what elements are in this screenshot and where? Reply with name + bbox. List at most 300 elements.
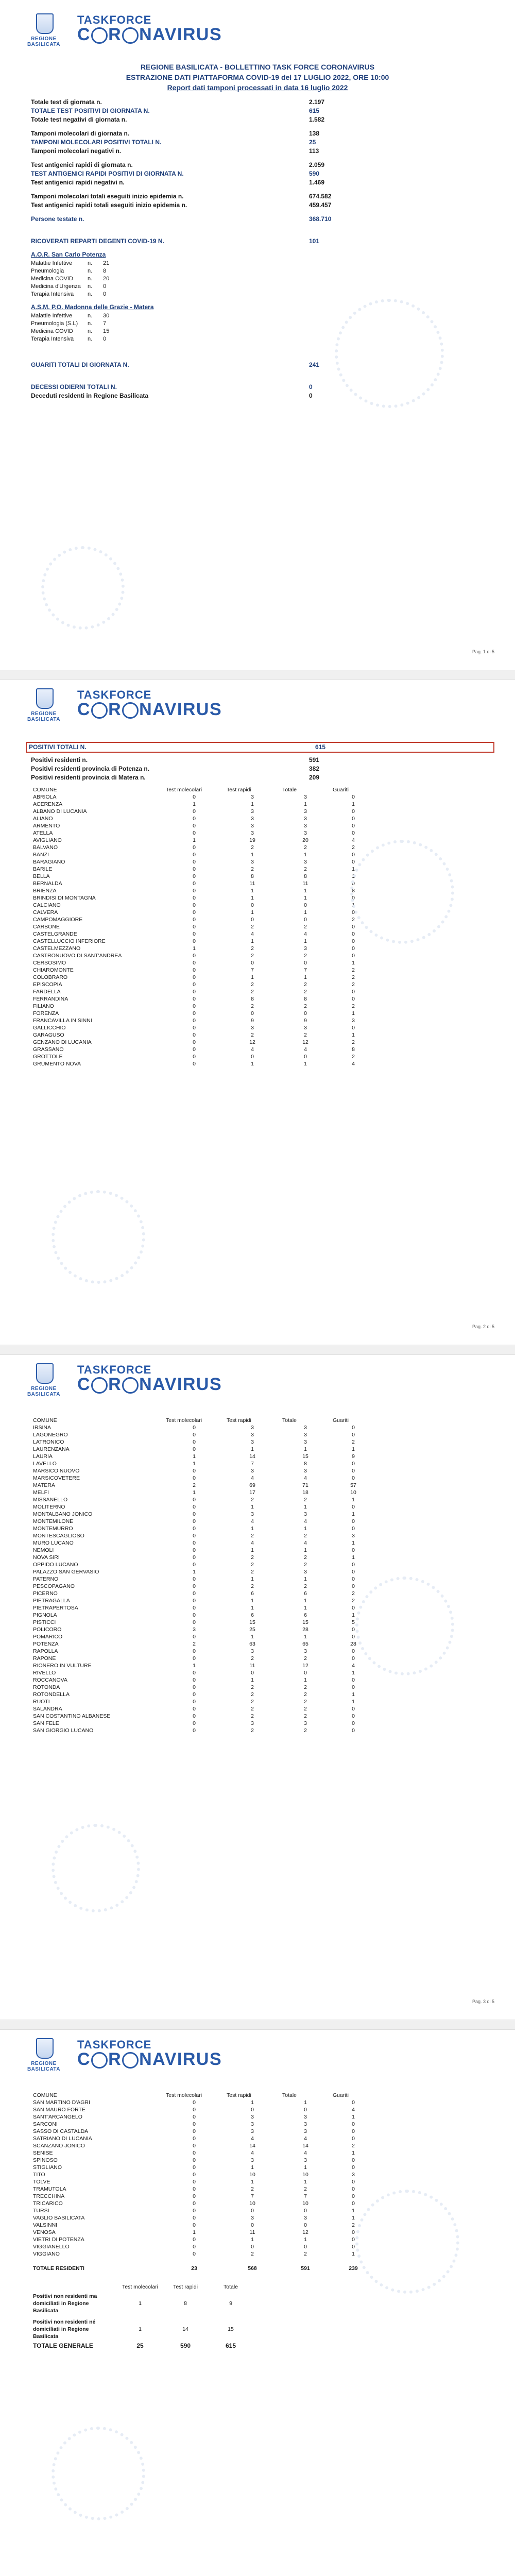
comuni-table xyxy=(31,2092,376,2272)
comune-value: 2 xyxy=(304,844,307,851)
table-row xyxy=(31,1060,376,1067)
comune-value: 14 xyxy=(302,2143,308,2149)
comune-value: 2 xyxy=(251,1032,254,1038)
comune-value: 14 xyxy=(249,1453,255,1460)
comune-name: VAGLIO BASILICATA xyxy=(33,2215,85,2221)
comune-value: 2 xyxy=(304,1727,307,1734)
table-row xyxy=(31,815,376,822)
table-row xyxy=(31,2113,376,2121)
comune-value: 0 xyxy=(193,1032,196,1038)
comune-value: 0 xyxy=(352,1713,355,1719)
table-row: Positivi non residenti né domiciliati in Regione Basilicata 1 14 15 xyxy=(33,2319,234,2340)
table-row xyxy=(31,1453,376,1460)
comune-value: 2 xyxy=(251,1699,254,1705)
comune-value: 0 xyxy=(352,996,355,1002)
comune-value: 0 xyxy=(193,823,196,829)
comune-value: 0 xyxy=(193,1025,196,1031)
comune-value: 0 xyxy=(193,2251,196,2257)
comune-value: 1 xyxy=(304,1605,307,1611)
comune-name: VIGGIANO xyxy=(33,2251,60,2257)
comune-value: 0 xyxy=(193,1590,196,1597)
comune-value: 2 xyxy=(304,2186,307,2192)
comune-value: 2 xyxy=(251,844,254,851)
comune-value: 1 xyxy=(251,909,254,916)
table-row xyxy=(31,1496,376,1503)
comune-name: FILIANO xyxy=(33,1003,54,1009)
comune-value: 3 xyxy=(304,1569,307,1575)
comune-value: 1 xyxy=(352,1612,355,1618)
comune-value: 3 xyxy=(304,859,307,865)
comune-name: MISSANELLO xyxy=(33,1497,68,1503)
comune-name: BARAGIANO xyxy=(33,859,65,865)
table-row xyxy=(31,887,376,894)
comune-value: 18 xyxy=(302,1489,308,1496)
comune-value: 2 xyxy=(251,1003,254,1009)
table-row xyxy=(31,1633,376,1640)
comune-value: 7 xyxy=(251,967,254,973)
comune-value: 0 xyxy=(193,924,196,930)
comune-name: SAN COSTANTINO ALBANESE xyxy=(33,1713,111,1719)
comune-value: 0 xyxy=(193,974,196,980)
comune-name: ARMENTO xyxy=(33,823,60,829)
comune-value: 0 xyxy=(352,1518,355,1524)
comune-value: 1 xyxy=(251,888,254,894)
comune-value: 2 xyxy=(251,1684,254,1690)
comune-name: EPISCOPIA xyxy=(33,981,62,988)
comune-value: 2 xyxy=(304,1533,307,1539)
table-row xyxy=(31,1438,376,1446)
comune-value: 1 xyxy=(193,1663,196,1669)
shield-icon xyxy=(36,2038,54,2059)
comune-value: 0 xyxy=(193,909,196,916)
regione-logo xyxy=(21,688,67,724)
table-row xyxy=(31,923,376,930)
comune-value: 2 xyxy=(251,1497,254,1503)
comune-value: 0 xyxy=(193,1713,196,1719)
comune-value: 1 xyxy=(251,1598,254,1604)
comune-value: 0 xyxy=(352,1720,355,1726)
header xyxy=(21,1360,494,1404)
comune-value: 1 xyxy=(352,873,355,879)
comune-value: 3 xyxy=(352,2172,355,2178)
title-coronavirus: C R NAVIRUS xyxy=(77,25,222,44)
comune-value: 0 xyxy=(352,823,355,829)
table-row xyxy=(31,2243,376,2250)
virus-watermark xyxy=(41,546,125,630)
comune-value: 0 xyxy=(352,945,355,952)
title-taskforce: TASKFORCE xyxy=(77,13,152,26)
comune-value: 0 xyxy=(304,902,307,908)
table-row xyxy=(31,2171,376,2178)
comune-value: 0 xyxy=(193,888,196,894)
comune-value: 0 xyxy=(193,2143,196,2149)
comune-value: 0 xyxy=(193,873,196,879)
hospital-name: A.O.R. San Carlo Potenza xyxy=(31,251,106,258)
comune-value: 0 xyxy=(352,2128,355,2134)
comune-value: 0 xyxy=(352,2200,355,2207)
ward-row: Malattie Infettive n. 30 xyxy=(31,313,110,319)
comune-name: LATRONICO xyxy=(33,1439,64,1445)
comune-value: 0 xyxy=(352,1677,355,1683)
table-row xyxy=(31,1467,376,1475)
comune-value: 3 xyxy=(304,823,307,829)
comune-value: 0 xyxy=(193,1684,196,1690)
comune-value: 0 xyxy=(352,1432,355,1438)
virus-watermark xyxy=(355,1577,454,1675)
table-row xyxy=(31,2178,376,2185)
comune-value: 2 xyxy=(304,989,307,995)
comune-value: 0 xyxy=(352,816,355,822)
comune-value: 0 xyxy=(352,989,355,995)
virus-watermark xyxy=(52,2427,145,2520)
comune-value: 4 xyxy=(251,1475,254,1481)
comune-name: ABRIOLA xyxy=(33,794,57,800)
comune-name: CHIAROMONTE xyxy=(33,967,74,973)
comune-value: 15 xyxy=(249,1619,255,1625)
title-taskforce: TASKFORCE xyxy=(77,1363,152,1376)
comune-value: 0 xyxy=(193,1583,196,1589)
comune-value: 3 xyxy=(304,1511,307,1517)
comune-value: 1 xyxy=(304,1061,307,1067)
comune-value: 2 xyxy=(304,981,307,988)
comune-name: PESCOPAGANO xyxy=(33,1583,75,1589)
ward-row: Medicina COVID n. 15 xyxy=(31,328,110,334)
comune-name: CALVERA xyxy=(33,909,58,916)
table-row xyxy=(31,916,376,923)
comune-name: BRINDISI DI MONTAGNA xyxy=(33,895,96,901)
deceduti-row: Deceduti residenti in Regione Basilicata 0 xyxy=(31,392,313,399)
taskforce-title xyxy=(77,1364,222,1394)
comune-value: 1 xyxy=(304,852,307,858)
comune-name: POTENZA xyxy=(33,1641,59,1647)
table-row xyxy=(31,1010,376,1017)
page-2 xyxy=(21,685,494,1340)
virus-icon xyxy=(122,702,139,719)
regione-logo xyxy=(21,2038,67,2074)
table-row xyxy=(31,909,376,916)
comune-value: 0 xyxy=(193,2244,196,2250)
table-row xyxy=(31,2207,376,2214)
comune-value: 10 xyxy=(350,1489,356,1496)
comune-name: LAVELLO xyxy=(33,1461,57,1467)
comune-value: 8 xyxy=(251,996,254,1002)
comune-value: 3 xyxy=(251,1025,254,1031)
table-row xyxy=(31,1612,376,1619)
comune-name: POLICORO xyxy=(33,1626,62,1633)
comune-value: 1 xyxy=(193,801,196,807)
comune-name: RIONERO IN VULTURE xyxy=(33,1663,92,1669)
comune-value: 0 xyxy=(352,2186,355,2192)
comune-value: 2 xyxy=(304,953,307,959)
table-row xyxy=(31,959,376,967)
comune-name: BERNALDA xyxy=(33,880,62,887)
comune-value: 1 xyxy=(304,1576,307,1582)
table-row xyxy=(31,1431,376,1438)
comuni-table xyxy=(31,1417,376,1734)
comune-value: 10 xyxy=(302,2172,308,2178)
taskforce-title xyxy=(77,2039,222,2069)
comune-value: 3 xyxy=(251,823,254,829)
table-row xyxy=(31,2222,376,2229)
virus-icon xyxy=(91,702,108,719)
comune-value: 0 xyxy=(304,1054,307,1060)
comune-name: MONTEMURRO xyxy=(33,1526,73,1532)
comune-value: 0 xyxy=(193,2164,196,2171)
table-row xyxy=(31,829,376,837)
comune-value: 4 xyxy=(304,2150,307,2156)
comune-name: NOVA SIRI xyxy=(33,1554,60,1561)
virus-icon xyxy=(91,27,108,44)
comune-value: 1 xyxy=(304,2099,307,2106)
comune-value: 1 xyxy=(193,945,196,952)
ward-row: Malattie Infettive n. 21 xyxy=(31,260,110,266)
comune-value: 0 xyxy=(193,1526,196,1532)
comune-value: 1 xyxy=(304,895,307,901)
table-row xyxy=(31,2164,376,2171)
bulletin-title: REGIONE BASILICATA - BOLLETTINO TASK FORCE CORONAVIRUS xyxy=(140,63,375,71)
comune-value: 3 xyxy=(304,945,307,952)
comune-value: 0 xyxy=(193,981,196,988)
table-row xyxy=(31,1604,376,1612)
table-row xyxy=(31,837,376,844)
comune-value: 0 xyxy=(193,2222,196,2228)
comune-name: SAN GIORGIO LUCANO xyxy=(33,1727,94,1734)
positivi-row: POSITIVI TOTALI N. 615 xyxy=(29,743,326,751)
comune-value: 0 xyxy=(352,924,355,930)
comune-name: RUOTI xyxy=(33,1699,50,1705)
comune-value: 1 xyxy=(251,852,254,858)
comune-value: 7 xyxy=(304,967,307,973)
comune-value: 0 xyxy=(193,2179,196,2185)
comune-value: 0 xyxy=(193,2114,196,2120)
decessi-row: DECESSI ODIERNI TOTALI N. 0 xyxy=(31,383,313,391)
comune-value: 0 xyxy=(193,1598,196,1604)
ward-row: Terapia Intensiva n. 0 xyxy=(31,291,107,297)
comune-name: PATERNO xyxy=(33,1576,59,1582)
table-row xyxy=(31,1698,376,1705)
table-row xyxy=(31,2193,376,2200)
stat-row: TOTALE TEST POSITIVI DI GIORNATA N. 615 xyxy=(31,107,320,114)
title-coronavirus: C R NAVIRUS xyxy=(77,2049,222,2069)
comune-value: 0 xyxy=(193,1475,196,1481)
table-header: COMUNE Test molecolari Test rapidi Totale Guariti xyxy=(33,2092,349,2098)
comune-value: 3 xyxy=(304,808,307,815)
virus-icon xyxy=(122,27,139,44)
comune-value: 1 xyxy=(352,1554,355,1561)
comune-value: 4 xyxy=(352,2107,355,2113)
comune-value: 10 xyxy=(249,2200,255,2207)
header xyxy=(21,10,494,55)
comune-name: SPINOSO xyxy=(33,2157,58,2163)
logo-text: REGIONE BASILICATA xyxy=(27,1386,61,1397)
comune-value: 3 xyxy=(251,2215,254,2221)
page-separator xyxy=(0,670,515,680)
comune-name: GRUMENTO NOVA xyxy=(33,1061,81,1067)
comune-name: MELFI xyxy=(33,1489,49,1496)
comune-name: TRICARICO xyxy=(33,2200,63,2207)
comune-value: 0 xyxy=(193,953,196,959)
comune-value: 1 xyxy=(251,1446,254,1452)
hospital-name: A.S.M. P.O. Madonna delle Grazie - Matera xyxy=(31,303,154,311)
comune-value: 0 xyxy=(251,1010,254,1016)
logo-text: REGIONE BASILICATA xyxy=(27,711,61,722)
comune-name: SASSO DI CASTALDA xyxy=(33,2128,89,2134)
comune-value: 0 xyxy=(352,1025,355,1031)
comune-name: LAGONEGRO xyxy=(33,1432,68,1438)
comune-value: 0 xyxy=(352,1583,355,1589)
comune-value: 3 xyxy=(251,1432,254,1438)
comune-value: 0 xyxy=(352,895,355,901)
comune-value: 0 xyxy=(193,1010,196,1016)
table-row xyxy=(31,2200,376,2207)
virus-icon xyxy=(91,1377,108,1394)
ward-row: Terapia Intensiva n. 0 xyxy=(31,336,107,342)
comune-value: 0 xyxy=(352,1425,355,1431)
page-separator xyxy=(0,1345,515,1355)
virus-watermark xyxy=(52,1824,140,1912)
virus-watermark xyxy=(355,2190,459,2294)
comune-value: 0 xyxy=(193,1648,196,1654)
comune-name: ALIANO xyxy=(33,816,53,822)
table-row xyxy=(31,1489,376,1496)
comune-value: 0 xyxy=(304,1010,307,1016)
table-row xyxy=(31,858,376,866)
comune-value: 1 xyxy=(352,1032,355,1038)
stat-row: Totale test negativi di giornata n. 1.582 xyxy=(31,116,325,123)
table-row xyxy=(31,1705,376,1713)
comune-value: 1 xyxy=(193,2229,196,2235)
comune-value: 4 xyxy=(352,837,355,843)
comune-name: PALAZZO SAN GERVASIO xyxy=(33,1569,99,1575)
comune-value: 3 xyxy=(304,1648,307,1654)
comune-value: 2 xyxy=(352,1039,355,1045)
comune-value: 2 xyxy=(352,981,355,988)
comune-value: 3 xyxy=(251,816,254,822)
table-row xyxy=(31,844,376,851)
comune-value: 3 xyxy=(352,1018,355,1024)
comune-value: 0 xyxy=(304,917,307,923)
total-generale-row: TOTALE GENERALE 25 590 615 xyxy=(33,2342,236,2349)
comune-value: 1 xyxy=(251,974,254,980)
comune-value: 0 xyxy=(193,1619,196,1625)
table-row xyxy=(31,1713,376,1720)
table-row xyxy=(31,1626,376,1633)
comune-value: 69 xyxy=(249,1482,255,1488)
comune-value: 0 xyxy=(193,1432,196,1438)
comune-value: 2 xyxy=(304,1497,307,1503)
comune-value: 3 xyxy=(304,2114,307,2120)
comune-value: 2 xyxy=(251,1562,254,1568)
comune-value: 0 xyxy=(193,1425,196,1431)
comune-value: 0 xyxy=(193,2128,196,2134)
comune-name: MURO LUCANO xyxy=(33,1540,74,1546)
comune-value: 1 xyxy=(251,1061,254,1067)
comune-value: 2 xyxy=(352,2222,355,2228)
comune-value: 0 xyxy=(193,1691,196,1698)
comune-value: 4 xyxy=(352,1663,355,1669)
comune-value: 2 xyxy=(352,967,355,973)
comune-name: SAN MARTINO D'AGRI xyxy=(33,2099,90,2106)
comune-value: 8 xyxy=(304,996,307,1002)
comune-value: 2 xyxy=(352,1003,355,1009)
comune-value: 0 xyxy=(352,2179,355,2185)
comune-name: MOLITERNO xyxy=(33,1504,65,1510)
table-row xyxy=(31,2099,376,2106)
table-row xyxy=(31,1676,376,1684)
comune-value: 0 xyxy=(193,1039,196,1045)
comune-value: 0 xyxy=(193,816,196,822)
comune-value: 12 xyxy=(249,1039,255,1045)
table-row xyxy=(31,851,376,858)
comune-value: 0 xyxy=(304,2107,307,2113)
comune-value: 7 xyxy=(251,2193,254,2199)
table-row xyxy=(31,2135,376,2142)
virus-icon xyxy=(122,2052,139,2069)
comune-value: 57 xyxy=(350,1482,356,1488)
comune-value: 1 xyxy=(304,2236,307,2243)
table-row xyxy=(31,822,376,829)
table-row xyxy=(31,974,376,981)
comune-value: 2 xyxy=(251,2186,254,2192)
comuni-table-body xyxy=(31,1424,376,1734)
table-row xyxy=(31,988,376,995)
comune-value: 1 xyxy=(251,938,254,944)
table-row xyxy=(31,902,376,909)
comune-name: FARDELLA xyxy=(33,989,61,995)
ricoverati-row: RICOVERATI REPARTI DEGENTI COVID-19 N. 101 xyxy=(31,238,320,245)
comune-value: 2 xyxy=(251,1691,254,1698)
comune-value: 1 xyxy=(304,2164,307,2171)
comune-value: 0 xyxy=(193,1054,196,1060)
comune-value: 0 xyxy=(352,1626,355,1633)
comune-value: 0 xyxy=(352,2121,355,2127)
comune-value: 0 xyxy=(193,1576,196,1582)
comune-name: SALANDRA xyxy=(33,1706,62,1712)
comune-value: 15 xyxy=(302,1453,308,1460)
comune-value: 8 xyxy=(352,1046,355,1053)
virus-icon xyxy=(122,1377,139,1394)
comune-value: 2 xyxy=(304,1699,307,1705)
comune-value: 0 xyxy=(193,902,196,908)
comune-value: 0 xyxy=(193,2099,196,2106)
comune-value: 0 xyxy=(193,866,196,872)
table-header: COMUNE Test molecolari Test rapidi Totale Guariti xyxy=(33,787,349,793)
comune-name: VENOSA xyxy=(33,2229,56,2235)
comune-value: 28 xyxy=(302,1626,308,1633)
comune-value: 1 xyxy=(251,1634,254,1640)
title-coronavirus: C R NAVIRUS xyxy=(77,700,222,719)
comune-value: 2 xyxy=(304,1706,307,1712)
table-row xyxy=(31,1583,376,1590)
comune-value: 2 xyxy=(304,1691,307,1698)
table-header: Test molecolari Test rapidi Totale xyxy=(122,2284,238,2290)
comune-value: 2 xyxy=(193,1482,196,1488)
comune-name: VIGGIANELLO xyxy=(33,2244,70,2250)
comune-value: 3 xyxy=(251,2114,254,2120)
comune-name: SANT'ARCANGELO xyxy=(33,2114,82,2120)
comune-value: 0 xyxy=(251,2222,254,2228)
comune-value: 3 xyxy=(304,794,307,800)
comune-name: SARCONI xyxy=(33,2121,58,2127)
comune-name: TRAMUTOLA xyxy=(33,2186,66,2192)
total-residenti-row: TOTALE RESIDENTI 23 568 591 239 xyxy=(33,2265,358,2272)
stat-row: Test antigenici rapidi totali eseguiti inizio epidemia n. 459.457 xyxy=(31,201,332,209)
comune-name: VIETRI DI POTENZA xyxy=(33,2236,84,2243)
comune-value: 3 xyxy=(251,859,254,865)
comune-value: 1 xyxy=(352,1699,355,1705)
comune-value: 2 xyxy=(251,953,254,959)
comune-value: 3 xyxy=(304,1720,307,1726)
